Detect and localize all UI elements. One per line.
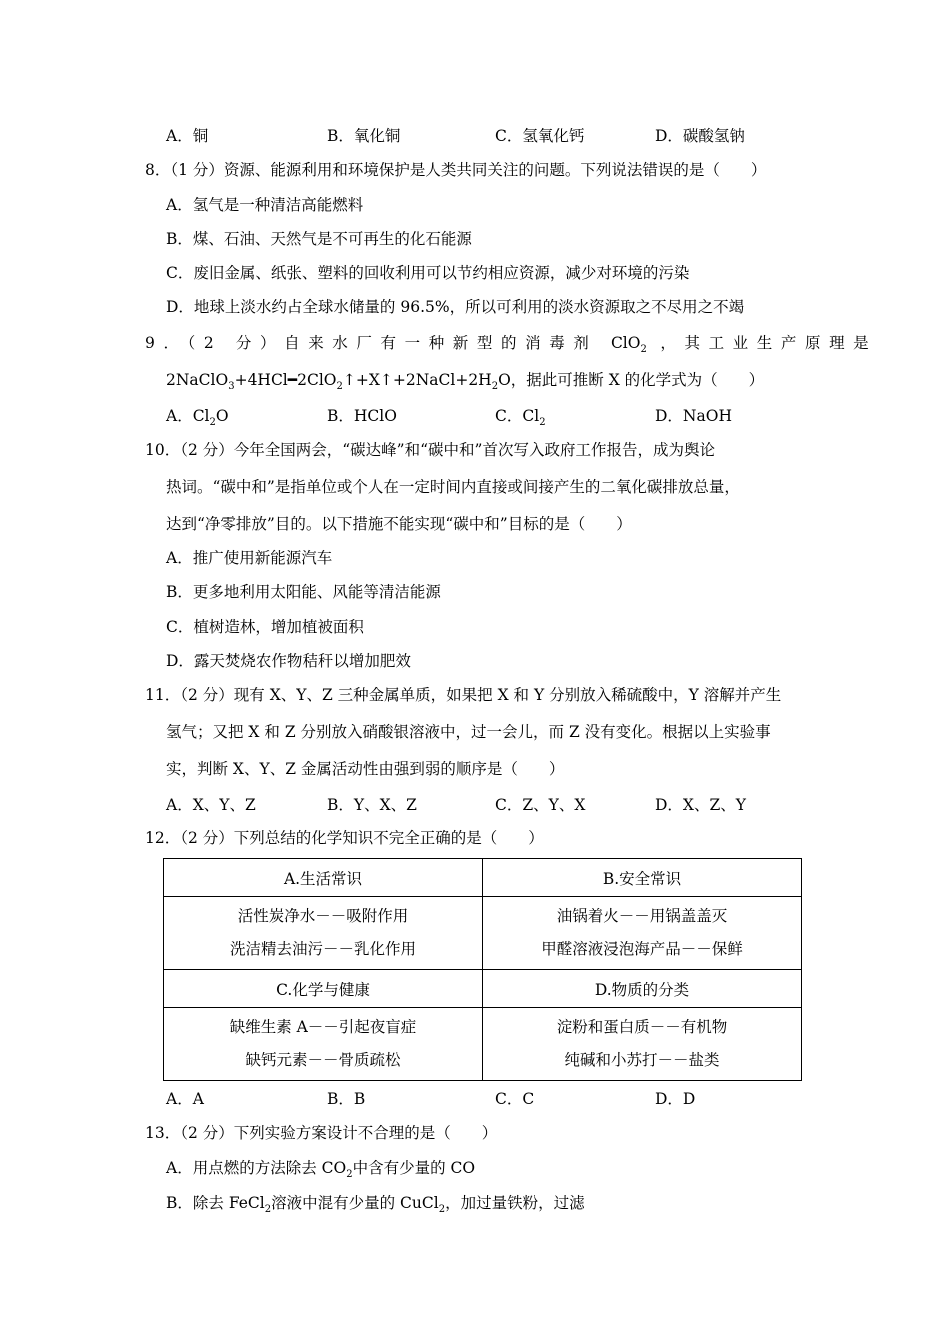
q9-equation: $2NaClO_3+4HCl━2ClO_2↑+X↑+2NaCl+2H_2O$，据此可推断 X 的化学式为（ ） [166,371,765,393]
q12-option-b: B．B [327,1090,366,1108]
q13-stem: 13．（2 分）下列实验方案设计不合理的是（ ） [145,1124,498,1142]
table-cell-b-body [483,897,802,970]
q7-option-b: B．氧化铜 [327,127,401,145]
table-a-line1: 活性炭净水－－吸附作用 [237,907,409,925]
q11-stem-line2: 氢气；又把 X 和 Z 分别放入硝酸银溶液中，过一会儿，而 Z 没有变化。根据以上实验事 [166,723,771,741]
table-b-line1: 油锅着火－－用锅盖盖灭 [556,907,728,925]
table-cell-a-title: A.生活常识 [164,859,483,897]
q8-stem: 8．（1 分）资源、能源利用和环境保护是人类共同关注的问题。下列说法错误的是（ ） [145,161,767,179]
q9-option-c: C．$Cl_2$ [495,407,546,429]
q13-option-a: A．用点燃的方法除去 $CO_2$中含有少量的 CO [166,1159,476,1181]
q11-stem-line1: 11．（2 分）现有 X、Y、Z 三种金属单质，如果把 X 和 Y 分别放入稀硫酸中，Y 溶解并产生 [145,686,782,704]
q12-knowledge-table [163,858,802,1081]
q10-stem-line3: 达到“净零排放”目的。以下措施不能实现“碳中和”目标的是（ ） [166,515,632,533]
q8-option-c: C．废旧金属、纸张、塑料的回收利用可以节约相应资源，减少对环境的污染 [166,264,690,282]
table-cell-c-title: C.化学与健康 [164,970,483,1008]
table-c-line2: 缺钙元素－－骨质疏松 [245,1051,401,1069]
q11-option-d: D．X、Z、Y [655,796,746,814]
table-cell-d-body [483,1008,802,1081]
table-c-line1: 缺维生素 A－－引起夜盲症 [229,1018,417,1036]
q8-option-b: B．煤、石油、天然气是不可再生的化石能源 [166,230,472,248]
q9-stem-suffix: ，其工业生产原理是 [660,334,878,352]
q9-formula-clo2: ClO$_2$ [610,334,647,356]
q10-option-d: D．露天焚烧农作物秸秆以增加肥效 [166,652,411,670]
table-cell-c-body [164,1008,483,1081]
q8-option-d: D．地球上淡水约占全球水储量的 96.5%，所以可利用的淡水资源取之不尽用之不竭 [166,298,745,316]
q7-option-a: A．铜 [166,127,209,145]
table-cell-d-title: D.物质的分类 [483,970,802,1008]
q11-stem-line3: 实，判断 X、Y、Z 金属活动性由强到弱的顺序是（ ） [166,760,565,778]
q8-option-a: A．氢气是一种清洁高能燃料 [166,196,364,214]
q9-option-a: A．$Cl_2O$ [166,407,229,429]
table-a-line2: 洗洁精去油污－－乳化作用 [229,940,416,958]
q12-option-a: A．A [166,1090,204,1108]
q12-option-c: C．C [495,1090,535,1108]
q12-stem: 12．（2 分）下列总结的化学知识不完全正确的是（ ） [145,829,544,847]
q11-option-c: C．Z、Y、X [495,796,586,814]
q9-option-d: D．NaOH [655,407,732,425]
q13-option-b: B．除去 FeCl$_2$溶液中混有少量的 CuCl$_2$，加过量铁粉，过滤 [166,1194,585,1216]
q10-option-b: B．更多地利用太阳能、风能等清洁能源 [166,583,441,601]
q10-option-a: A．推广使用新能源汽车 [166,549,333,567]
q7-option-d: D．碳酸氢钠 [655,127,745,145]
q11-option-a: A．X、Y、Z [166,796,256,814]
q11-option-b: B．Y、X、Z [327,796,417,814]
table-cell-a-body [164,897,483,970]
q10-stem-line2: 热词。“碳中和”是指单位或个人在一定时间内直接或间接产生的二氧化碳排放总量， [166,478,740,496]
table-b-line2: 甲醛溶液浸泡海产品－－保鲜 [541,940,743,958]
table-d-line1: 淀粉和蛋白质－－有机物 [556,1018,728,1036]
q10-stem-line1: 10．（2 分）今年全国两会，“碳达峰”和“碳中和”首次写入政府工作报告，成为舆论 [145,441,715,459]
q12-option-d: D．D [655,1090,696,1108]
table-d-line2: 纯碱和小苏打－－盐类 [564,1051,720,1069]
table-cell-b-title: B.安全常识 [483,859,802,897]
q9-stem-prefix: 9．（2 分）自来水厂有一种新型的消毒剂 [145,334,598,352]
q9-stem-line1 [145,333,877,360]
q10-option-c: C．植树造林，增加植被面积 [166,618,364,636]
q9-option-b: B．HClO [327,407,397,425]
q7-option-c: C．氢氧化钙 [495,127,585,145]
